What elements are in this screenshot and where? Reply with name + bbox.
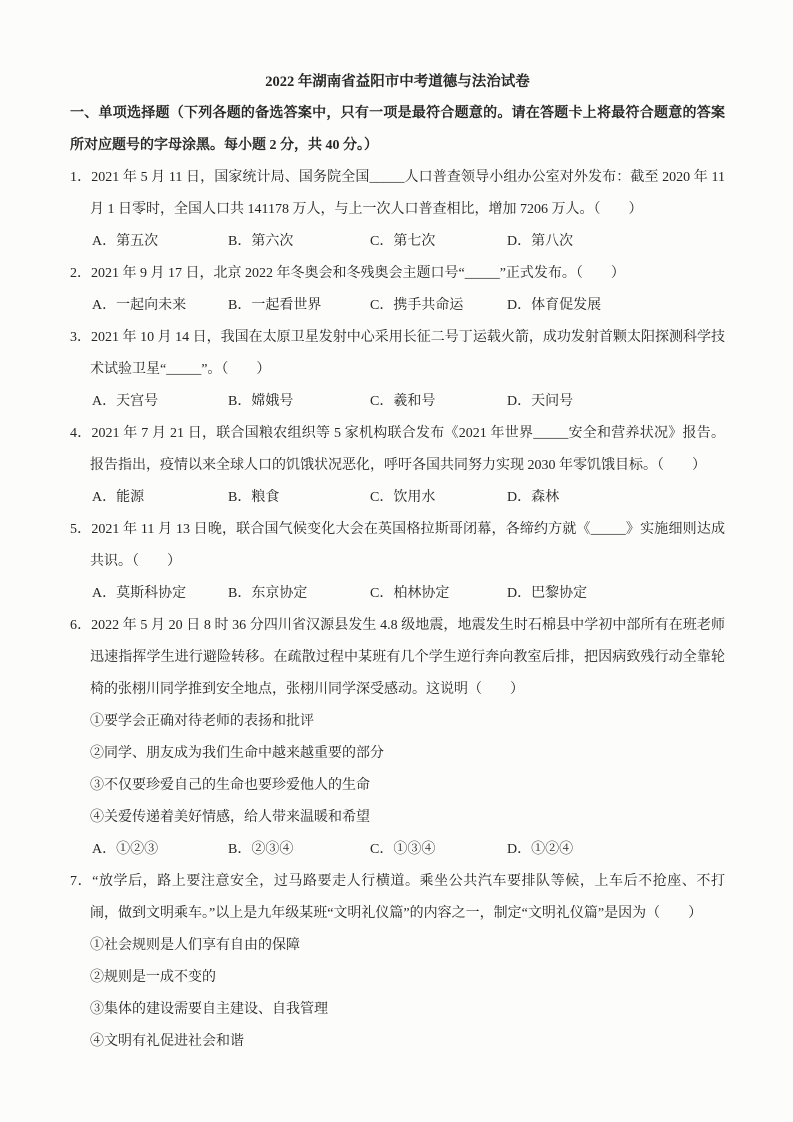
- option-a: A．能源: [92, 490, 145, 505]
- option-a: A．一起向未来: [92, 298, 187, 313]
- question-3: [70, 322, 725, 418]
- question-body: 2021 年 9 月 17 日，北京 2022 年冬奥会和冬残奥会主题口号“_____”正式发布。（ ）: [91, 266, 625, 281]
- question-number: 2．: [70, 266, 91, 281]
- options-row: [70, 226, 725, 258]
- option-a: A．①②③: [92, 842, 159, 857]
- question-number: 4．: [70, 426, 92, 441]
- statement-2: ②同学、朋友成为我们生命中越来越重要的部分: [90, 746, 384, 761]
- question-text: [70, 162, 725, 226]
- question-number: 1．: [70, 170, 92, 185]
- question-number: 6．: [70, 618, 92, 633]
- option-d: D．森林: [507, 490, 560, 505]
- options-row: [70, 578, 725, 610]
- question-4: [70, 418, 725, 514]
- option-c: C．羲和号: [370, 394, 436, 409]
- option-c: C．携手共命运: [370, 298, 464, 313]
- question-text: [70, 866, 725, 930]
- options-row: [70, 834, 725, 866]
- question-number: 7．: [70, 874, 93, 889]
- option-d: D．体育促发展: [507, 298, 602, 313]
- statement-3: ③集体的建设需要自主建设、自我管理: [90, 1002, 328, 1017]
- option-c: C．①③④: [370, 842, 436, 857]
- question-number: 3．: [70, 330, 92, 345]
- question-5: [70, 514, 725, 610]
- option-b: B．②③④: [228, 842, 294, 857]
- question-body: 2021 年 5 月 11 日，国家统计局、国务院全国_____人口普查领导小组办公室对外发布：截至 2020 年 11 月 1 日零时，全国人口共 141178 万人，与上一次人口普查相比，增加 7206 万人。（ ）: [90, 170, 726, 217]
- option-d: D．第八次: [507, 234, 574, 249]
- statement-2: ②规则是一成不变的: [90, 970, 216, 985]
- question-text: [70, 418, 725, 482]
- option-d: D．巴黎协定: [507, 586, 588, 601]
- option-d: D．天问号: [507, 394, 574, 409]
- question-2: [70, 258, 725, 322]
- page-title: 2022 年湖南省益阳市中考道德与法治试卷: [265, 74, 530, 90]
- option-b: B．一起看世界: [228, 298, 322, 313]
- question-number: 5．: [70, 522, 92, 537]
- option-c: C．饮用水: [370, 490, 436, 505]
- option-c: C．柏林协定: [370, 586, 450, 601]
- statement-1: ①要学会正确对待老师的表扬和批评: [90, 714, 314, 729]
- question-body: “放学后，路上要注意安全，过马路要走人行横道。乘坐公共汽车要排队等候，上车后不抢座、不打闹，做到文明乘车。”以上是九年级某班“文明礼仪篇”的内容之一，制定“文明礼仪篇”是因为（ ）: [90, 874, 726, 921]
- section-heading: 一、单项选择题（下列各题的备选答案中，只有一项是最符合题意的。请在答题卡上将最符合题意的答案所对应题号的字母涂黑。每小题 2 分，共 40 分。）: [70, 106, 725, 153]
- question-body: 2021 年 7 月 21 日，联合国粮农组织等 5 家机构联合发布《2021 年世界_____安全和营养状况》报告。报告指出，疫情以来全球人口的饥饿状况恶化，呼吁各国共同努力实现 2030 年零饥饿目标。（ ）: [90, 426, 725, 473]
- options-row: [70, 482, 725, 514]
- question-6: [70, 610, 725, 866]
- question-text: [70, 258, 725, 290]
- statement-4: ④文明有礼促进社会和谐: [90, 1034, 244, 1049]
- question-1: [70, 162, 725, 258]
- option-a: A．天宫号: [92, 394, 159, 409]
- option-c: C．第七次: [370, 234, 436, 249]
- options-row: [70, 290, 725, 322]
- option-b: B．东京协定: [228, 586, 308, 601]
- question-body: 2021 年 10 月 14 日，我国在太原卫星发射中心采用长征二号丁运载火箭，成功发射首颗太阳探测科学技术试验卫星“_____”。（ ）: [90, 330, 726, 377]
- option-a: A．第五次: [92, 234, 159, 249]
- option-d: D．①②④: [507, 842, 574, 857]
- question-body: 2021 年 11 月 13 日晚，联合国气候变化大会在英国格拉斯哥闭幕，各缔约方就《_____》实施细则达成共识。（ ）: [90, 522, 726, 569]
- option-b: B．嫦娥号: [228, 394, 294, 409]
- options-row: [70, 386, 725, 418]
- question-text: [70, 322, 725, 386]
- statement-3: ③不仅要珍爱自己的生命也要珍爱他人的生命: [90, 778, 370, 793]
- question-text: [70, 514, 725, 578]
- question-body: 2022 年 5 月 20 日 8 时 36 分四川省汉源县发生 4.8 级地震，地震发生时石棉县中学初中部所有在班老师迅速指挥学生进行避险转移。在疏散过程中某班有几个学生逆行奔向教室后排，把因病致残行动全靠轮椅的张栩川同学推到安全地点，张栩川同学深受感动。这说明（ ）: [90, 618, 726, 697]
- statement-4: ④关爱传递着美好情感，给人带来温暖和希望: [90, 810, 370, 825]
- question-7: [70, 866, 725, 1058]
- statement-1: ①社会规则是人们享有自由的保障: [90, 938, 300, 953]
- option-b: B．粮食: [228, 490, 280, 505]
- option-a: A．莫斯科协定: [92, 586, 187, 601]
- question-text: [70, 610, 725, 706]
- option-b: B．第六次: [228, 234, 294, 249]
